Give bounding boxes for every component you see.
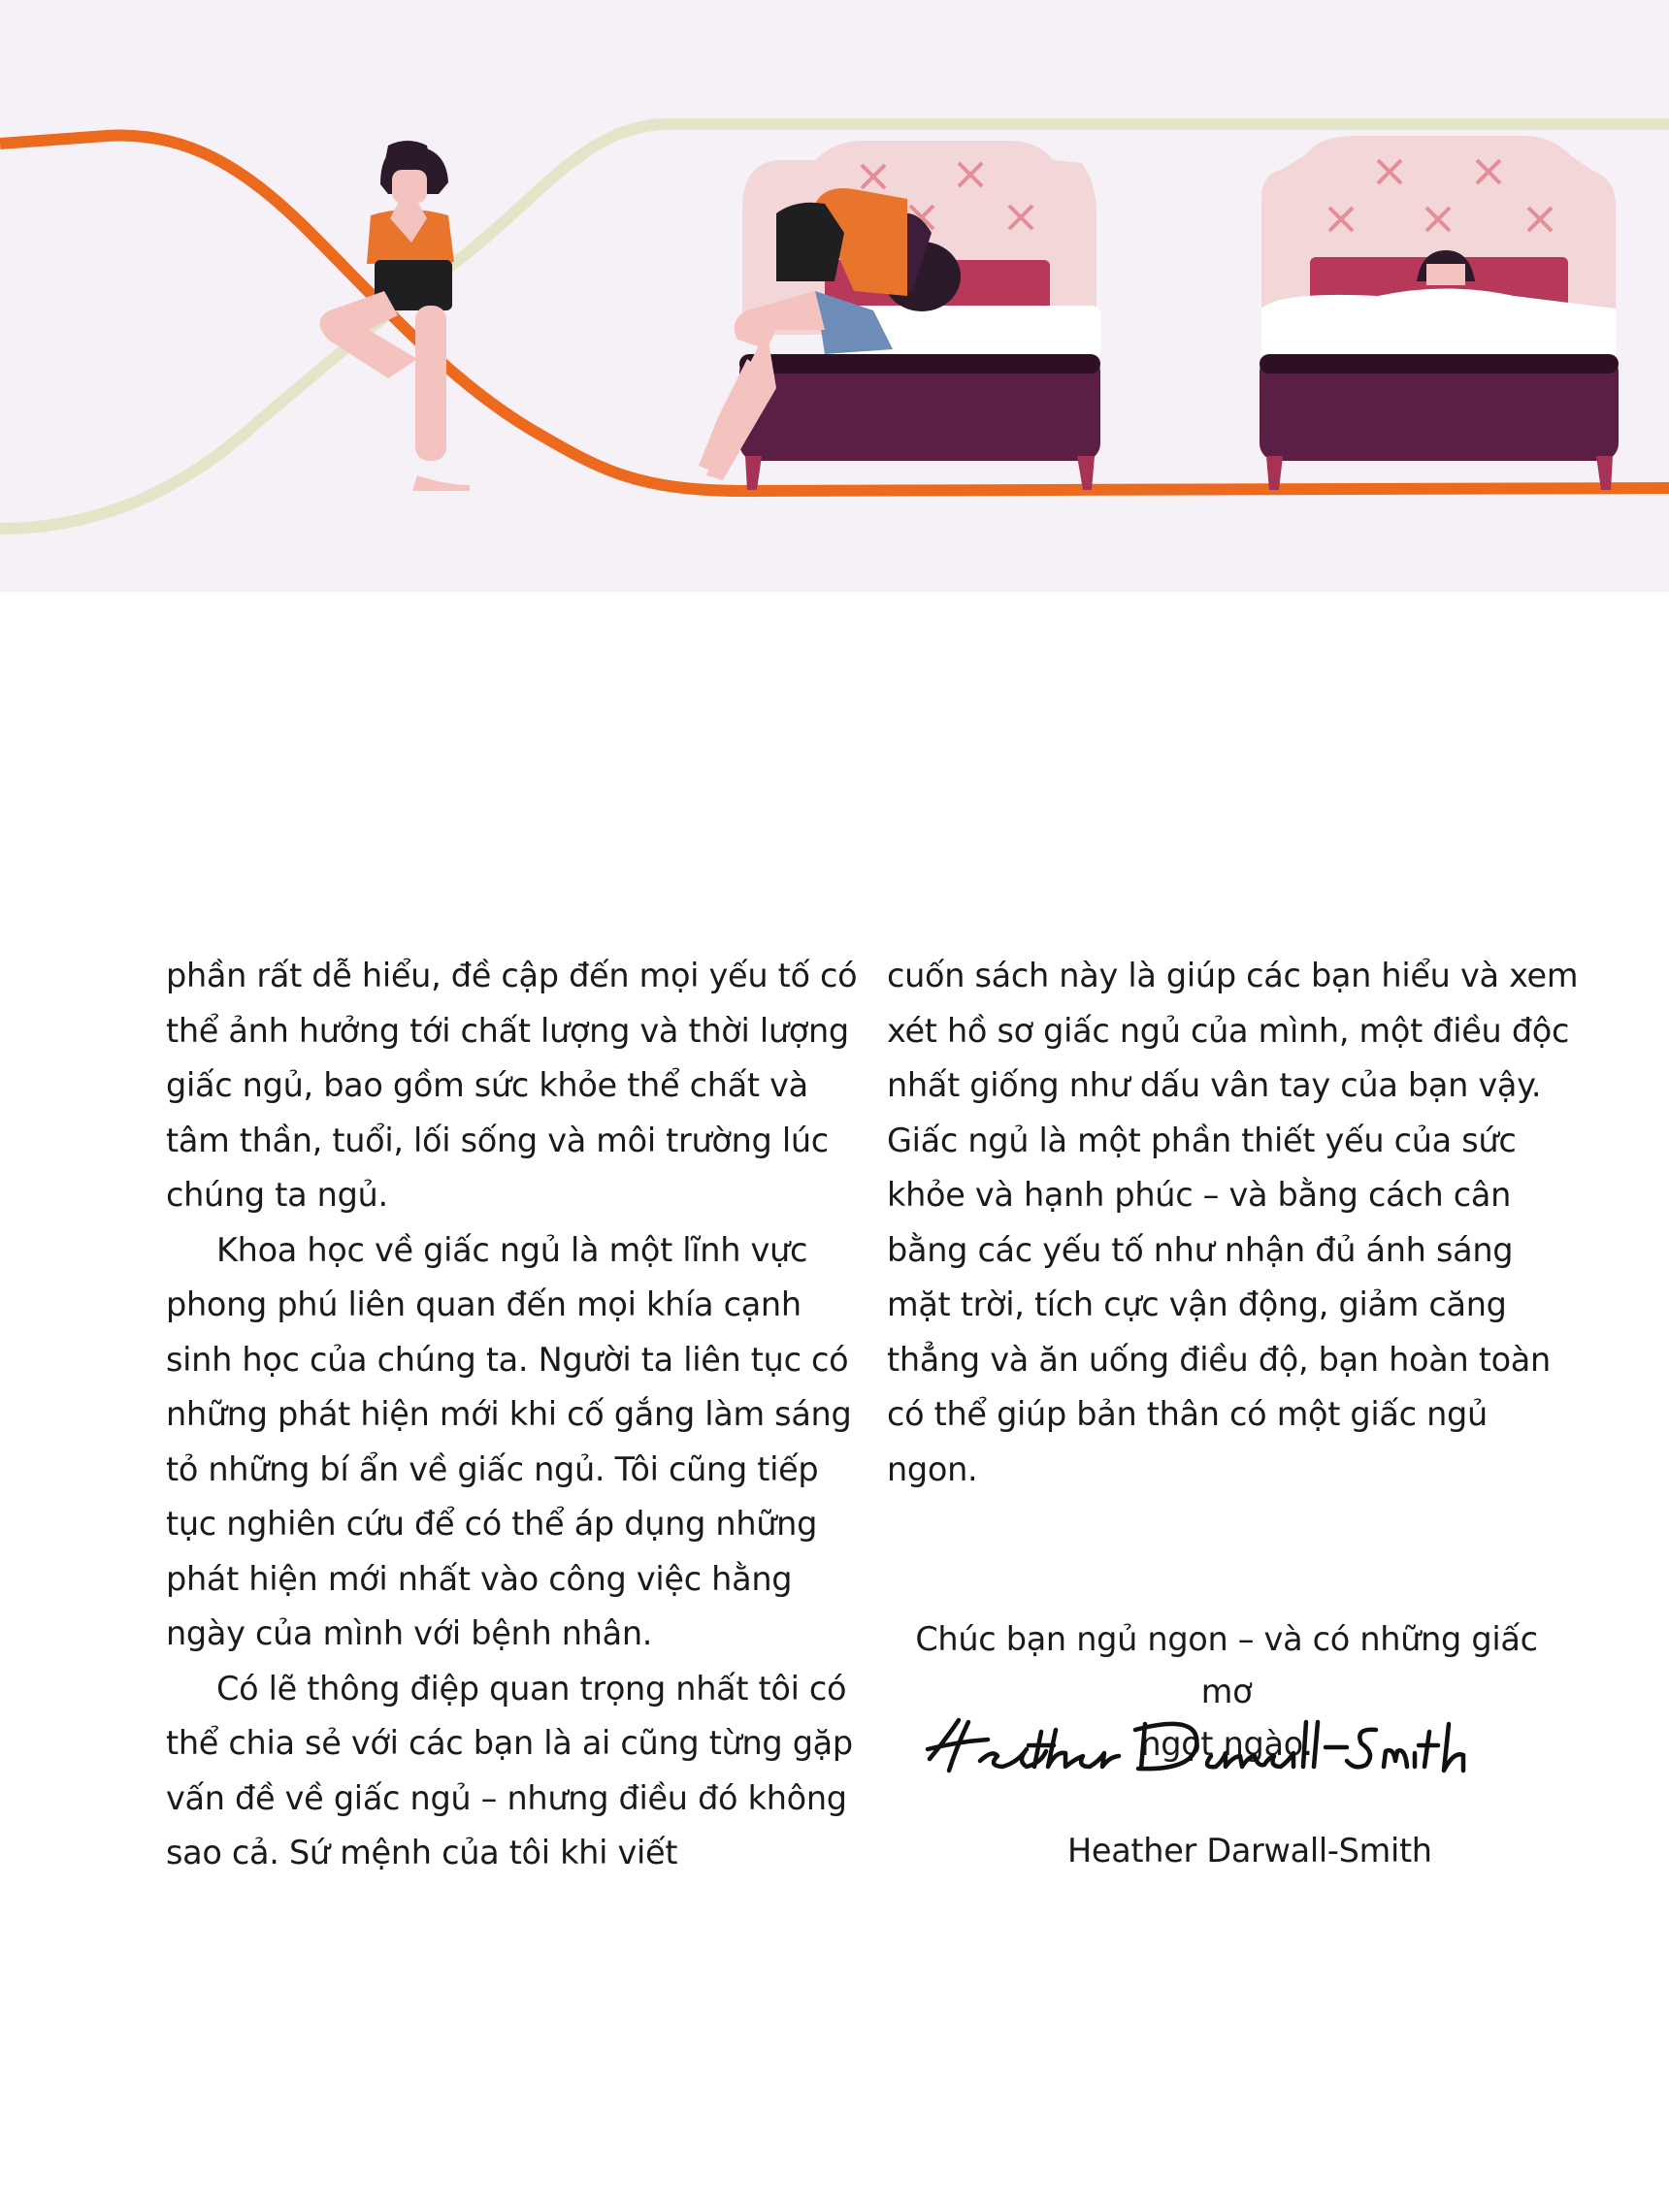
- bed-right: [1260, 136, 1619, 490]
- handwritten-signature: [920, 1703, 1483, 1794]
- closing-line: Chúc bạn ngủ ngon – và có những giấc mơ: [915, 1620, 1538, 1710]
- header-illustration: [0, 0, 1669, 592]
- sleep-scene-illustration: [0, 0, 1669, 592]
- paragraph: phần rất dễ hiểu, đề cập đến mọi yếu tố có thể ảnh hưởng tới chất lượng và thời lượng giấc ngủ, bao gồm sức khỏe thể chất và tâm thần, tuổi, lối sống và môi trường lúc chúng ta ngủ.: [166, 957, 858, 1214]
- left-text-column: [166, 949, 865, 1881]
- right-text-column: [887, 949, 1586, 1497]
- closing-line: ngọt ngào.: [1140, 1725, 1313, 1763]
- author-name: Heather Darwall-Smith: [1067, 1832, 1432, 1870]
- paragraph: Có lẽ thông điệp quan trọng nhất tôi có thể chia sẻ với các bạn là ai cũng từng gặp vấn đề về giấc ngủ – nhưng điều đó không sao cả. Sứ mệnh của tôi khi viết: [166, 1669, 853, 1871]
- paragraph: cuốn sách này là giúp các bạn hiểu và xem xét hồ sơ giấc ngủ của mình, một điều độc nhất giống như dấu vân tay của bạn vậy. Giấc ngủ là một phần thiết yếu của sức khỏe và hạnh phúc – và bằng cách cân bằng các yếu tố như nhận đủ ánh sáng mặt trời, tích cực vận động, giảm căng thẳng và ăn uống điều độ, bạn hoàn toàn có thể giúp bản thân có một giấc ngủ ngon.: [887, 957, 1579, 1488]
- yoga-woman-figure: [319, 141, 470, 491]
- paragraph: Khoa học về giấc ngủ là một lĩnh vực phong phú liên quan đến mọi khía cạnh sinh học của chúng ta. Người ta liên tục có những phát hiện mới khi cố gắng làm sáng tỏ những bí ẩn về giấc ngủ. Tôi cũng tiếp tục nghiên cứu để có thể áp dụng những phát hiện mới nhất vào công việc hằng ngày của mình với bệnh nhân.: [166, 1230, 852, 1652]
